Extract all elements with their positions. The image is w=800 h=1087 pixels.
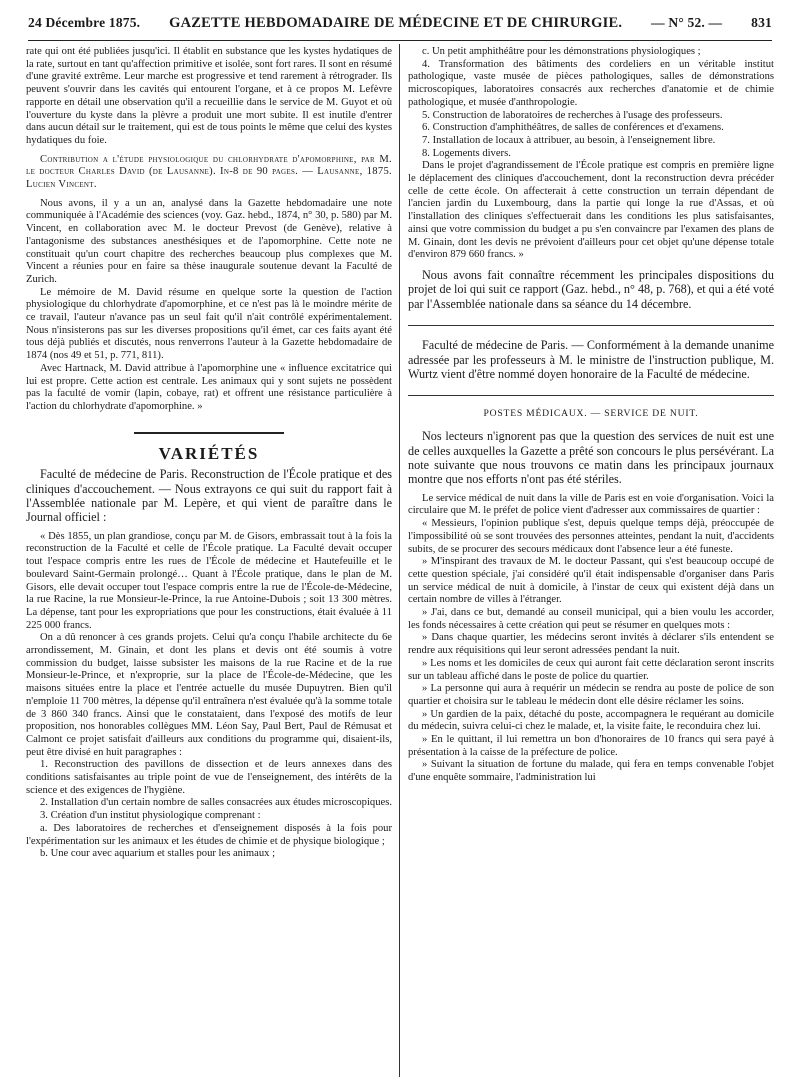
page-header [28, 8, 772, 38]
section-separator [408, 395, 774, 396]
program-list-continued [408, 46, 774, 160]
paragraph: Le mémoire de M. David résume en quelque sorte la question de l'action physiologique du chlorhydrate d'apomorphine, et ce n'est pas là le moindre mérite de ce travail, l'auteur n'avance pas un seul fait qu'il n'ait contrôlé expérimentalement. Nous n'insisterons pas sur les diverses propositions qu'il émet, car ces faits ayant été tous déjà publiés et discutés, nous renverrons l'auteur à la Gazette hebdomadaire de 1874 (nos 49 et 51, p. 771, 811). [26, 286, 392, 362]
list-item: 5. Construction de laboratoires de recherches à l'usage des professeurs. [422, 109, 723, 121]
paragraph: Dans le projet d'agrandissement de l'École pratique est compris en première ligne le déplacement des cliniques d'accouchement, dont la reconstruction devra précéder celle de cette école. On affecterait à cette construction un terrain dépendant de l'ancien jardin du Luxembourg, dans la partie qui longe la rue d'Assas, et où l'installation des cliniques s'effectuerait dans les conditions les plus satisfaisantes, ainsi que votre commission du budget a pu s'en convaincre par l'examen des plans de M. Ginain, dont les devis ne prévoient d'ailleurs pour cet objet qu'une dépense totale d'environ 879 660 francs. » [408, 160, 774, 261]
paragraph: » Un gardien de la paix, détaché du poste, accompagnera le requérant au domicile du médecin, suivra celui-ci chez le malade, et, la visite faite, le reconduira chez lui. [408, 708, 774, 733]
paragraph: » La personne qui aura à requérir un médecin se rendra au poste de police de son quartier et choisira sur le tableau le médecin dont elle désire réclamer les soins. [408, 683, 774, 707]
column-divider [399, 44, 400, 1077]
book-review-citation: Contribution a l'étude physiologique du chlorhydrate d'apomorphine, par M. le docteur Charles David (de Lausanne). In-8 de 90 pages. — Lausanne, 1875. Lucien Vincent. [26, 153, 392, 191]
section-title: VARIÉTÉS [158, 444, 260, 464]
paragraph: » Dans chaque quartier, les médecins seront invités à déclarer s'ils entendent se rendre aux réquisitions qui leur seront adressées pendant la nuit. [408, 632, 774, 657]
program-list [26, 759, 392, 861]
header-issue-number: — N° 52. — [651, 15, 723, 30]
paragraph: » En le quittant, il lui remettra un bon d'honoraires de 10 francs qui sera payé à présentation à la caisse de la préfecture de police. [408, 734, 774, 758]
list-item: 1. Reconstruction des pavillons de dissection et de leurs annexes dans des conditions satisfaisantes au triple point de vue de l'enseignement, des intérêts de la science et des exigences de l'hygiène. [26, 759, 392, 796]
header-page-number: 831 [751, 15, 772, 30]
list-item: b. Une cour avec aquarium et stalles pour les animaux ; [40, 848, 276, 860]
news-item: Faculté de médecine de Paris. — Conformément à la demande unanime adressée par les professeurs à M. le ministre de l'instruction publique, M. Wurtz vient d'être nommé doyen honoraire de la Faculté de médecine. [408, 338, 774, 381]
paragraph: « Dès 1855, un plan grandiose, conçu par M. de Gisors, embrassait tout à la fois la reconstruction de la Faculté et celle de l'École pratique. La Faculté devait occuper tout l'espace compris entre les rues de l'École de médecine et Hautefeuille et le boulevard Saint-Germain prolongé… Quant à l'École pratique, dans le plan de M. Gisors, elle devait occuper tout l'espace compris entre la rue de l'École-de-Médecine, la rue Racine, la rue Monsieur-le-Prince, la rue Antoine-Dubois ; soit 13 300 mètres. La dépense, tant pour les expropriations que pour les constructions, était évaluée à 11 225 000 francs. [26, 530, 392, 631]
header-date: 24 Décembre 1875. [28, 15, 141, 30]
paragraph: » M'inspirant des travaux de M. le docteur Passant, qui s'est beaucoup occupé de cette question spéciale, j'ai considéré qu'il était indispensable d'organiser dans Paris un service médical de nuit à domicile, à l'instar de ceux qui existent déjà dans un certain nombre de villes à l'étranger. [408, 556, 774, 606]
paragraph: Nous avons fait connaître récemment les principales dispositions du projet de loi qui suit ce rapport (Gaz. hebd., n° 48, p. 768), et qui a été voté par l'Assemblée nationale dans sa séance du 14 décembre. [408, 267, 774, 311]
list-item: c. Un petit amphithéâtre pour les démonstrations physiologiques ; [422, 46, 701, 57]
paragraph: On a dû renoncer à ces grands projets. Celui qu'a conçu l'habile architecte du 6e arrondissement, M. Ginain, et dont les plans et devis ont été soumis à votre commission du budget, laisse subsister les maisons de la rue Racine et de la rue Monsieur-le-Prince, et n'exproprie, sur la place de l'École-de-Médecine, que les maisons situées entre la place et l'entrée actuelle du musée Dupuytren. Bien qu'il n'emploie 11 700 mètres, la dépense qu'il entraînera n'est évaluée qu'à la somme totale de 3 860 340 francs. Ainsi que le constataient, dans l'exposé des motifs de leur proposition, nos honorables collègues MM. Léon Say, Paul Bert, Paul de Rémusat et Calmont ce projet satisfait d'ailleurs aux conditions du programme qui, disaient-ils, peut être divisé en huit paragraphes : [26, 632, 392, 758]
paragraph: » Les noms et les domiciles de ceux qui auront fait cette déclaration seront inscrits sur un tableau affiché dans le poste de police du quartier. [408, 657, 774, 682]
list-item: 2. Installation d'un certain nombre de salles consacrées aux études microscopiques. [40, 797, 392, 809]
subsection-title: POSTES MÉDICAUX. — SERVICE DE NUIT. [483, 408, 699, 420]
list-item: 8. Logements divers. [422, 147, 511, 159]
paragraph: Nous avons, il y a un an, analysé dans la Gazette hebdomadaire une note communiquée à l'Académie des sciences (voy. Gaz. hebd., 1874, n° 30, p. 580) par M. Vincent, en collaboration avec M. le docteur Prevost (de Genève), relative à l'antagonisme des substances anesthésiques et de l'apomorphine. Cette note ne constituait qu'un court chapitre des recherches beaucoup plus complexes que M. Vincent a réunies pour en faire sa thèse inaugurale soutenue devant la Faculté de Zurich. [26, 197, 392, 285]
right-column [408, 46, 774, 1077]
list-item: 4. Transformation des bâtiments des cordeliers en un véritable institut pathologique, vaste musée de pièces pathologiques, salles de démonstrations microscopiques, laboratoires consacrés aux recherches d'anatomie et de chimie pathologique, et musée d'anthropologie. [408, 58, 774, 108]
article-lead: Faculté de médecine de Paris. Reconstruction de l'École pratique et des cliniques d'accouchement. — Nous extrayons ce qui suit du rapport fait à l'Assemblée nationale par M. Lepère, et qui vient de paraître dans le Journal officiel : [26, 467, 392, 525]
paragraph: Avec Hartnack, M. David attribue à l'apomorphine une « influence excitatrice qui lui est propre. Cette action est centrale. Les animaux qui y sont sujets ne possèdent pas la faculté de vomir (lapin, cobaye, rat) et offrent une résistance particulière à l'action du chlorhydrate d'apomorphine. » [26, 362, 392, 412]
section-separator [408, 325, 774, 326]
section-separator [26, 426, 392, 439]
paragraph: » J'ai, dans ce but, demandé au conseil municipal, qui a bien voulu les accorder, les fonds nécessaires à cette création qui peut se résumer en quelques mots : [408, 607, 774, 631]
paragraph: Nos lecteurs n'ignorent pas que la question des services de nuit est une de celles auxquelles la Gazette a prêté son concours le plus persévérant. La note suivante que nous trouvons ce matin dans les principaux journaux montre que nos efforts n'ont pas été stériles. [408, 429, 774, 487]
left-column [26, 46, 392, 1077]
list-item: a. Des laboratoires de recherches et d'enseignement disposés à la fois pour l'expérimentation sur les animaux et les études de chimie et de physique biologique ; [26, 822, 392, 847]
paragraph: Le service médical de nuit dans la ville de Paris est en voie d'organisation. Voici la circulaire que M. le préfet de police vient d'adresser aux commissaires de quartier : [408, 492, 774, 517]
header-rule [28, 40, 772, 41]
paragraph: rate qui ont été publiées jusqu'ici. Il établit en substance que les kystes hydatiques de la rate, surtout en tant qu'affection primitive et isolée, sont fort rares. Il sont en résumé d'une gravité extrême. Leur marche est progressive et tend rarement à rétrograder. Ils peuvent s'ouvrir dans les cavités qui entourent l'organe, et à ce propos M. Lefèvre rapporte en détail une observation qu'il a recueillie dans le service de M. Guyot et où l'ouverture du kyste dans la plèvre a produit une mort subite. Il est inutile d'entrer dans aucun détail sur le traitement, qui est de tous points le même que celui des kystes hydatiques du foie. [26, 46, 392, 146]
list-item: 3. Création d'un institut physiologique comprenant : [40, 810, 261, 822]
list-item: 7. Installation de locaux à attribuer, au besoin, à l'enseignement libre. [422, 134, 716, 146]
paragraph: » Suivant la situation de fortune du malade, qui fera en temps convenable l'objet d'une enquête sommaire, l'administration lui [408, 759, 774, 784]
header-title: GAZETTE HEBDOMADAIRE DE MÉDECINE ET DE CHIRURGIE. [169, 14, 623, 31]
list-item: 6. Construction d'amphithéâtres, de salles de conférences et d'examens. [422, 122, 724, 134]
paragraph: « Messieurs, l'opinion publique s'est, depuis quelque temps déjà, préoccupée de l'impossibilité où se sont trouvées des personnes atteintes, pendant la nuit, d'accidents subits, de se procurer des secours médicaux dont l'absence leur a été funeste. [408, 518, 774, 555]
